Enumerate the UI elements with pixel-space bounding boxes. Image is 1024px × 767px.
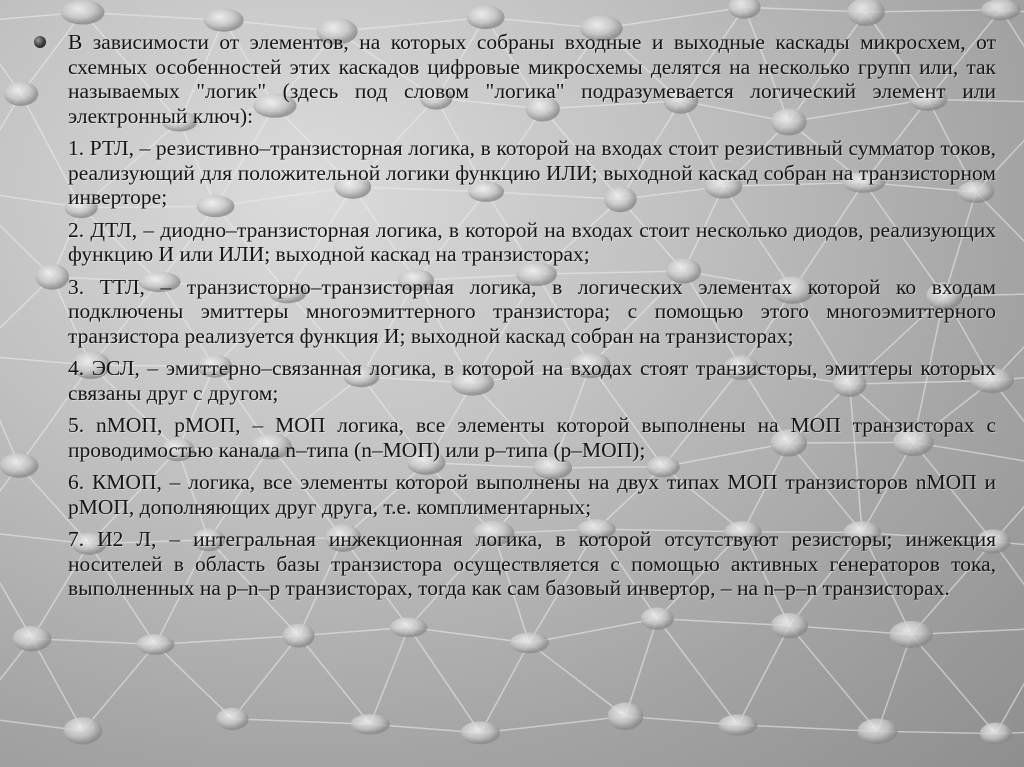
network-node	[728, 0, 761, 19]
network-node	[718, 714, 757, 735]
network-node	[13, 626, 52, 651]
network-line	[0, 531, 32, 639]
network-node	[63, 717, 102, 744]
network-line	[529, 643, 625, 716]
network-node	[283, 624, 315, 648]
network-node	[509, 633, 548, 654]
network-line	[789, 626, 877, 732]
network-line	[529, 619, 657, 643]
network-line	[480, 716, 625, 733]
network-line	[299, 636, 371, 725]
network-line	[0, 94, 21, 190]
list-item-cmos: 6. КМОП, – логика, все элементы которой выполнены на двух типах МОП транзисторов nМОП и рМОП, дополняющих друг друга, т.е. комплиментарных;	[68, 470, 996, 519]
network-line	[156, 644, 233, 718]
slide-text	[32, 30, 996, 609]
network-line	[992, 293, 1024, 381]
network-line	[480, 643, 529, 733]
network-line	[156, 636, 299, 645]
network-line	[657, 619, 789, 626]
network-node	[137, 634, 175, 655]
network-node	[461, 721, 501, 744]
bullet-icon	[34, 36, 46, 48]
network-node	[61, 0, 105, 24]
intro-paragraph	[32, 30, 996, 128]
network-node	[981, 0, 1021, 20]
network-line	[657, 619, 738, 725]
network-line	[877, 635, 911, 732]
network-node	[216, 708, 248, 730]
network-line	[232, 636, 298, 719]
network-line	[993, 542, 1024, 628]
network-line	[996, 628, 1024, 734]
list-item-rtl: 1. РТЛ, – резистивно–транзисторная логика, в которой на входах стоит резистивный сумматор токов, реализующий для положительной логики функцию ИЛИ; выходной каскад собран на транзисторном инверторе;	[68, 136, 996, 209]
network-line	[32, 639, 83, 731]
network-node	[467, 6, 505, 30]
network-node	[390, 617, 428, 637]
network-node	[641, 607, 674, 629]
network-line	[601, 7, 744, 28]
network-line	[232, 719, 370, 724]
network-node	[889, 621, 933, 648]
intro-text: В зависимости от элементов, на которых собраны входные и выходные каскады микросхем, от схемных особенностей этих каскадов цифровые микросхемы делятся на несколько групп или, так называемых "логик" (здесь под словом "логика" подразумевается логический элемент или электронный ключ):	[68, 30, 996, 128]
network-line	[625, 619, 657, 717]
network-line	[83, 644, 156, 730]
network-node	[351, 714, 390, 735]
network-node	[857, 718, 897, 744]
network-line	[1001, 10, 1024, 103]
network-line	[0, 355, 19, 465]
network-node	[847, 0, 885, 26]
network-line	[409, 627, 481, 733]
network-line	[992, 381, 1024, 467]
network-line	[370, 627, 408, 724]
network-line	[738, 626, 790, 725]
list-item-ttl: 3. ТТЛ, – транзисторно–транзисторная логика, в логических элементах которой ко входам подключены эмиттеры многоэмиттерного транзистора; с помощью этого многоэмиттерного транзистора реализуется функция И; выходной каскад собран на транзисторах;	[68, 274, 996, 348]
network-line	[866, 10, 1001, 12]
network-node	[771, 613, 808, 638]
list-item-esl: 4. ЭСЛ, – эмиттерно–связанная логика, в которой на входах стоят транзисторы, эмиттеры которых связаны друг с другом;	[68, 356, 996, 405]
network-node	[980, 723, 1012, 745]
list-item-dtl: 2. ДТЛ, – диодно–транзисторная логика, в которой на входах стоит несколько диодов, реализующих функцию И или ИЛИ; выходной каскад на транзисторах;	[68, 217, 996, 266]
list-item-i2l: 7. И2 Л, – интегральная инжекционная логика, в которой отсутствуют резисторы; инжекция носителей в область базы транзистора осуществляется с помощью активных генераторов тока, выполненных на p–n–p транзисторах, тогда как сам базовый инвертор, – на n–p–n транзисторах.	[68, 527, 996, 600]
network-node	[608, 703, 644, 731]
list-item-mos: 5. nМОП, рМОП, – МОП логика, все элементы которой выполнены на МОП транзисторах с проводимостью канала n–типа (n–МОП) или p–типа (p–МОП);	[68, 413, 996, 462]
network-node	[204, 9, 244, 32]
network-line	[738, 725, 878, 731]
network-line	[911, 635, 996, 734]
